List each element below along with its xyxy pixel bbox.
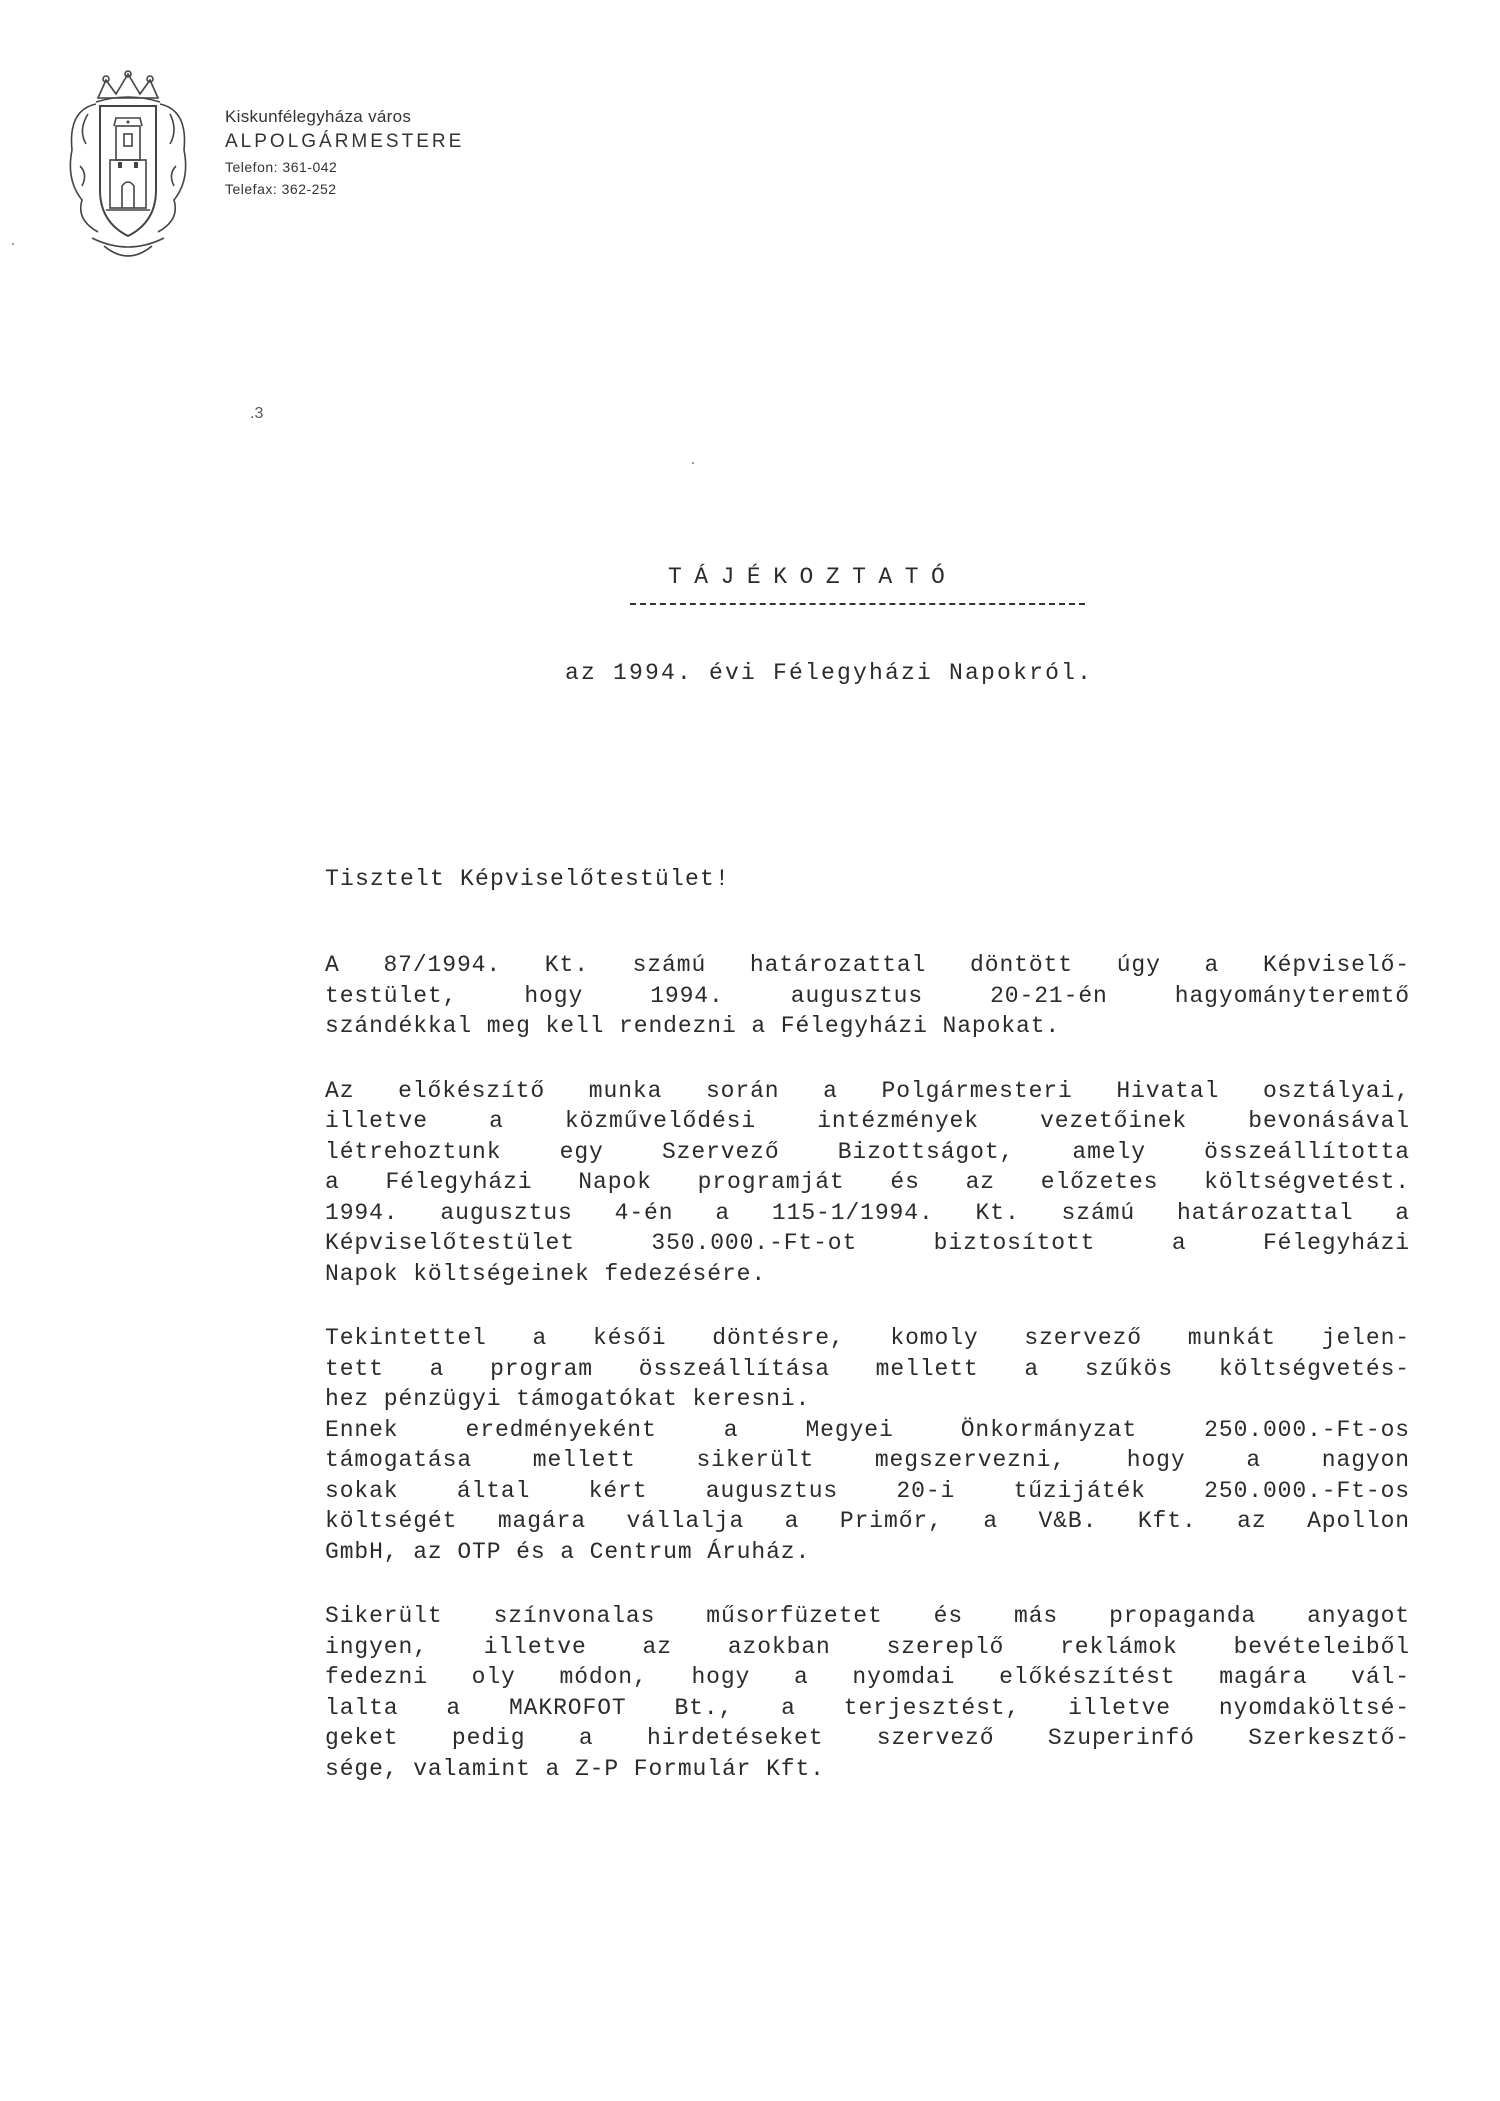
paragraph xyxy=(325,950,1410,1042)
text-line: sége, valamint a Z-P Formulár Kft. xyxy=(325,1755,825,1782)
document-title: TÁJÉKOZTATÓ xyxy=(668,564,958,590)
text-line: támogatása mellett sikerült megszervezni, hogy a nagyon xyxy=(325,1447,1410,1473)
text-line: létrehoztunk egy Szervező Bizottságot, amely összeállította xyxy=(325,1138,1410,1165)
text-line: hez pénzügyi támogatókat keresni. xyxy=(325,1386,811,1412)
letterhead-fax: Telefax: 362-252 xyxy=(225,181,337,197)
text-line: Napok költségeinek fedezésére. xyxy=(325,1260,767,1287)
letterhead-role: ALPOLGÁRMESTERE xyxy=(225,131,465,152)
text-line: A 87/1994. Kt. számú határozattal döntött úgy a Képviselő- xyxy=(325,952,1410,978)
text-line: fedezni oly módon, hogy a nyomdai előkészítést magára vál- xyxy=(325,1664,1410,1690)
text-line: testület, hogy 1994. augusztus 20-21-én hagyományteremtő xyxy=(325,982,1410,1009)
text-line: sokak által kért augusztus 20-i tűzijáték 250.000.-Ft-os xyxy=(325,1477,1410,1504)
text-line: szándékkal meg kell rendezni a Félegyházi Napokat. xyxy=(325,1013,1061,1039)
city-coat-of-arms-icon xyxy=(58,70,198,270)
text-line: Képviselőtestület 350.000.-Ft-ot biztosított a Félegyházi xyxy=(325,1230,1410,1256)
text-line: a Félegyházi Napok programját és az előzetes költségvetést. xyxy=(325,1169,1410,1195)
stray-mark: .3 xyxy=(250,405,264,422)
scan-speck xyxy=(692,462,694,464)
letterhead xyxy=(225,107,464,203)
text-line: lalta a MAKROFOT Bt., a terjesztést, illetve nyomdaköltsé- xyxy=(325,1694,1410,1721)
text-line: tett a program összeállítása mellett a szűkös költségvetés- xyxy=(325,1355,1410,1382)
text-line: 1994. augusztus 4-én a 115-1/1994. Kt. számú határozattal a xyxy=(325,1199,1410,1226)
letterhead-phone: Telefon: 361-042 xyxy=(225,159,338,175)
text-line: ingyen, illetve az azokban szereplő reklámok bevételeiből xyxy=(325,1633,1410,1660)
salutation: Tisztelt Képviselőtestület! xyxy=(325,866,731,892)
text-line: geket pedig a hirdetéseket szervező Szuperinfó Szerkesztő- xyxy=(325,1725,1410,1751)
title-underline xyxy=(630,603,1085,605)
text-line: Ennek eredményeként a Megyei Önkormányzat 250.000.-Ft-os xyxy=(325,1416,1410,1443)
paragraph xyxy=(325,1076,1410,1290)
paragraph xyxy=(325,1601,1410,1784)
text-line: GmbH, az OTP és a Centrum Áruház. xyxy=(325,1538,811,1565)
document-subtitle: az 1994. évi Félegyházi Napokról. xyxy=(565,660,1094,686)
text-line: Sikerült színvonalas műsorfüzetet és más propaganda anyagot xyxy=(325,1603,1410,1629)
text-line: költségét magára vállalja a Primőr, a V&B. Kft. az Apollon xyxy=(325,1508,1410,1534)
scan-speck xyxy=(12,243,14,245)
text-line: Az előkészítő munka során a Polgármesteri Hivatal osztályai, xyxy=(325,1077,1410,1104)
letterhead-city: Kiskunfélegyháza város xyxy=(225,107,412,126)
document-body xyxy=(325,950,1410,1818)
paragraph xyxy=(325,1323,1410,1567)
text-line: illetve a közművelődési intézmények vezetőinek bevonásával xyxy=(325,1108,1410,1134)
text-line: Tekintettel a késői döntésre, komoly szervező munkát jelen- xyxy=(325,1325,1410,1351)
